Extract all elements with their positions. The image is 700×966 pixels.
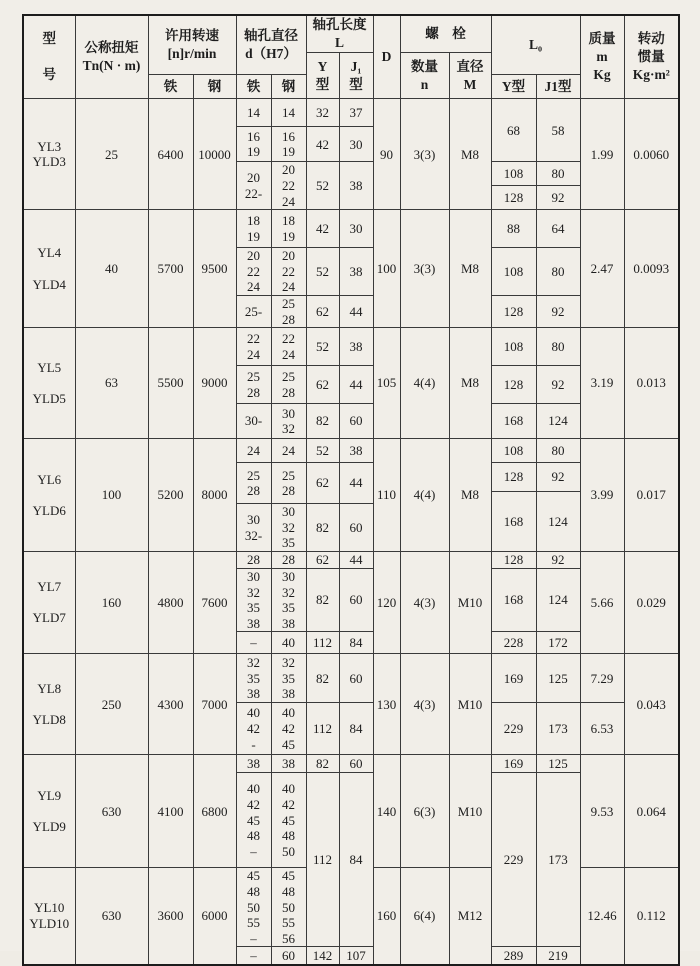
cell-L0-y: 128 [491, 366, 536, 404]
table-row [23, 439, 679, 463]
cell-L-j1: 44 [339, 551, 373, 568]
cell-d-steel: 16 19 [271, 127, 306, 162]
cell-L0-j1: 172 [536, 632, 580, 654]
cell-speed-iron: 3600 [148, 868, 193, 965]
cell-model: YL7 YLD7 [23, 551, 75, 653]
cell-d-iron: 25- [236, 296, 271, 328]
cell-L0-j1: 219 [536, 947, 580, 965]
cell-L0-y: 128 [491, 296, 536, 328]
cell-L-j1: 60 [339, 755, 373, 773]
cell-L-y: 52 [306, 248, 339, 296]
cell-L0-y: 168 [491, 404, 536, 439]
cell-d-steel: 25 28 [271, 463, 306, 504]
cell-d-steel: 18 19 [271, 210, 306, 248]
cell-L0-j1: 64 [536, 210, 580, 248]
cell-L-y: 112 [306, 773, 339, 947]
cell-speed-iron: 4800 [148, 551, 193, 653]
cell-bolt-n: 4(4) [400, 439, 449, 552]
cell-D: 105 [373, 328, 400, 439]
cell-mass: 1.99 [580, 99, 624, 210]
cell-mass: 3.99 [580, 439, 624, 552]
cell-L0-y: 168 [491, 492, 536, 552]
cell-mass: 6.53 [580, 703, 624, 755]
cell-d-steel: 32 35 38 [271, 654, 306, 703]
header-model: 型 号 [23, 15, 75, 99]
cell-inertia: 0.029 [624, 551, 679, 653]
cell-inertia: 0.0060 [624, 99, 679, 210]
cell-L0-j1: 125 [536, 755, 580, 773]
cell-d-iron: 32 35 38 [236, 654, 271, 703]
cell-d-steel: 40 42 45 [271, 703, 306, 755]
cell-torque: 100 [75, 439, 148, 552]
cell-speed-iron: 4100 [148, 755, 193, 868]
cell-L-y: 142 [306, 947, 339, 965]
cell-L-j1: 44 [339, 296, 373, 328]
cell-inertia: 0.064 [624, 755, 679, 868]
cell-L-y: 52 [306, 162, 339, 210]
cell-bolt-m: M10 [449, 551, 491, 653]
cell-L-j1: 84 [339, 773, 373, 947]
cell-d-steel: 25 28 [271, 366, 306, 404]
header-bore-steel: 钢 [271, 75, 306, 99]
cell-L-y: 82 [306, 568, 339, 631]
cell-d-iron: 40 42 - [236, 703, 271, 755]
cell-d-iron: 20 22- [236, 162, 271, 210]
cell-L-y: 52 [306, 439, 339, 463]
cell-L0-y: 108 [491, 248, 536, 296]
cell-d-steel: 20 22 24 [271, 248, 306, 296]
cell-speed-iron: 4300 [148, 654, 193, 755]
cell-L-j1: 84 [339, 703, 373, 755]
cell-inertia: 0.112 [624, 868, 679, 965]
cell-L-j1: 30 [339, 210, 373, 248]
cell-speed-steel: 9000 [193, 328, 236, 439]
table-row [23, 755, 679, 773]
header-bolt-diameter: 直径 M [449, 53, 491, 99]
cell-L-j1: 38 [339, 328, 373, 366]
cell-speed-iron: 5700 [148, 210, 193, 328]
cell-L-j1: 38 [339, 248, 373, 296]
cell-d-iron: 38 [236, 755, 271, 773]
cell-L-y: 82 [306, 654, 339, 703]
cell-speed-steel: 7600 [193, 551, 236, 653]
cell-bolt-n: 4(3) [400, 654, 449, 755]
cell-L-y: 52 [306, 328, 339, 366]
cell-d-iron: 22 24 [236, 328, 271, 366]
cell-mass: 3.19 [580, 328, 624, 439]
cell-d-iron: 40 42 45 48 – [236, 773, 271, 868]
cell-L-y: 42 [306, 210, 339, 248]
header-bore-length: 轴孔长度 L [306, 15, 373, 53]
cell-d-steel: 24 [271, 439, 306, 463]
header-L0: L₀ [491, 15, 580, 75]
cell-L0-j1: 125 [536, 654, 580, 703]
cell-d-iron: – [236, 632, 271, 654]
cell-bolt-n: 3(3) [400, 210, 449, 328]
cell-L0-j1: 124 [536, 492, 580, 552]
cell-d-steel: 40 42 45 48 50 [271, 773, 306, 868]
cell-d-steel: 20 22 24 [271, 162, 306, 210]
cell-torque: 40 [75, 210, 148, 328]
cell-L0-y: 68 [491, 99, 536, 162]
cell-L-y: 42 [306, 127, 339, 162]
table-row [23, 654, 679, 696]
cell-model: YL9 YLD9 [23, 755, 75, 868]
cell-inertia: 0.017 [624, 439, 679, 552]
cell-L-y: 82 [306, 755, 339, 773]
cell-bolt-m: M10 [449, 755, 491, 868]
cell-L-j1: 44 [339, 463, 373, 504]
cell-L0-y: 168 [491, 568, 536, 631]
cell-L-j1: 60 [339, 404, 373, 439]
cell-L0-j1: 124 [536, 404, 580, 439]
cell-bolt-m: M8 [449, 210, 491, 328]
cell-d-steel: 60 [271, 947, 306, 965]
cell-torque: 250 [75, 654, 148, 755]
cell-d-iron: 45 48 50 55 – [236, 868, 271, 947]
cell-bolt-n: 6(4) [400, 868, 449, 965]
cell-L0-j1: 92 [536, 366, 580, 404]
cell-bolt-m: M10 [449, 654, 491, 755]
cell-torque: 63 [75, 328, 148, 439]
cell-L-y: 62 [306, 463, 339, 504]
cell-L0-j1: 80 [536, 162, 580, 186]
cell-mass: 12.46 [580, 868, 624, 965]
cell-d-steel: 30 32 35 38 [271, 568, 306, 631]
cell-model: YL3 YLD3 [23, 99, 75, 210]
cell-d-steel: 30 32 [271, 404, 306, 439]
cell-L0-y: 108 [491, 328, 536, 366]
cell-L0-j1: 58 [536, 99, 580, 162]
header-inertia: 转动 惯量 Kg·m² [624, 15, 679, 99]
cell-d-steel: 38 [271, 755, 306, 773]
cell-D: 130 [373, 654, 400, 755]
cell-d-iron: 14 [236, 99, 271, 127]
cell-bolt-n: 4(4) [400, 328, 449, 439]
cell-L-y: 82 [306, 504, 339, 552]
cell-speed-steel: 10000 [193, 99, 236, 210]
cell-speed-steel: 7000 [193, 654, 236, 755]
cell-L-j1: 38 [339, 162, 373, 210]
cell-speed-steel: 8000 [193, 439, 236, 552]
cell-d-iron: 24 [236, 439, 271, 463]
cell-d-iron: 25 28 [236, 463, 271, 504]
cell-d-iron: 16 19 [236, 127, 271, 162]
cell-bolt-m: M12 [449, 868, 491, 965]
header-D: D [373, 15, 400, 99]
cell-torque: 630 [75, 755, 148, 868]
cell-L0-j1: 92 [536, 551, 580, 568]
cell-D: 100 [373, 210, 400, 328]
cell-d-iron: 30 32 35 38 [236, 568, 271, 631]
cell-d-iron: 30 32- [236, 504, 271, 552]
header-length-j1-type: J₁ 型 [339, 53, 373, 99]
cell-D: 110 [373, 439, 400, 552]
cell-L0-j1: 92 [536, 186, 580, 210]
cell-d-iron: 20 22 24 [236, 248, 271, 296]
cell-L-j1: 60 [339, 568, 373, 631]
cell-L-y: 82 [306, 404, 339, 439]
cell-L-y: 112 [306, 632, 339, 654]
header-torque: 公称扭矩 Tn(N · m) [75, 15, 148, 99]
header-L0-y-type: Y型 [491, 75, 536, 99]
cell-L0-y: 128 [491, 463, 536, 492]
cell-L0-y: 228 [491, 632, 536, 654]
cell-bolt-m: M8 [449, 99, 491, 210]
cell-bolt-m: M8 [449, 328, 491, 439]
cell-speed-iron: 5500 [148, 328, 193, 439]
cell-D: 140 [373, 755, 400, 868]
cell-L0-j1: 124 [536, 568, 580, 631]
cell-mass: 9.53 [580, 755, 624, 868]
cell-L0-j1: 80 [536, 439, 580, 463]
cell-d-iron: – [236, 947, 271, 965]
cell-L0-j1: 92 [536, 463, 580, 492]
cell-d-iron: 30- [236, 404, 271, 439]
header-speed-steel: 钢 [193, 75, 236, 99]
cell-model: YL5 YLD5 [23, 328, 75, 439]
cell-mass: 7.29 [580, 654, 624, 703]
cell-d-steel: 45 48 50 55 56 [271, 868, 306, 947]
cell-L0-j1: 80 [536, 328, 580, 366]
cell-d-iron: 28 [236, 551, 271, 568]
cell-model: YL6 YLD6 [23, 439, 75, 552]
cell-L-j1: 30 [339, 127, 373, 162]
cell-L0-y: 289 [491, 947, 536, 965]
cell-L-j1: 37 [339, 99, 373, 127]
cell-d-steel: 40 [271, 632, 306, 654]
cell-L-j1: 60 [339, 504, 373, 552]
cell-L0-y: 88 [491, 210, 536, 248]
header-length-y-type: Y 型 [306, 53, 339, 99]
cell-d-steel: 22 24 [271, 328, 306, 366]
header-L0-j1-type: J1型 [536, 75, 580, 99]
table-header [23, 15, 679, 99]
header-bolt-quantity: 数量 n [400, 53, 449, 99]
cell-L0-y: 169 [491, 755, 536, 773]
cell-speed-steel: 9500 [193, 210, 236, 328]
cell-L0-y: 108 [491, 162, 536, 186]
cell-L-y: 62 [306, 551, 339, 568]
cell-model: YL4 YLD4 [23, 210, 75, 328]
cell-d-steel: 14 [271, 99, 306, 127]
cell-L0-y: 128 [491, 186, 536, 210]
cell-D: 120 [373, 551, 400, 653]
cell-speed-steel: 6800 [193, 755, 236, 868]
cell-L-j1: 38 [339, 439, 373, 463]
cell-bolt-n: 4(3) [400, 551, 449, 653]
cell-speed-iron: 6400 [148, 99, 193, 210]
cell-d-steel: 25 28 [271, 296, 306, 328]
header-speed: 许用转速 [n]r/min [148, 15, 236, 75]
cell-L0-j1: 173 [536, 773, 580, 947]
cell-L0-j1: 80 [536, 248, 580, 296]
table-row [23, 99, 679, 127]
cell-L-y: 62 [306, 296, 339, 328]
cell-bolt-n: 6(3) [400, 755, 449, 868]
cell-d-iron: 25 28 [236, 366, 271, 404]
cell-d-steel: 30 32 35 [271, 504, 306, 552]
cell-L-y: 32 [306, 99, 339, 127]
cell-L-j1: 107 [339, 947, 373, 965]
cell-L0-j1: 92 [536, 296, 580, 328]
cell-bolt-m: M8 [449, 439, 491, 552]
header-bore-diameter: 轴孔直径 d（H7） [236, 15, 306, 75]
cell-speed-steel: 6000 [193, 868, 236, 965]
cell-L-j1: 84 [339, 632, 373, 654]
cell-L-j1: 60 [339, 654, 373, 703]
cell-torque: 25 [75, 99, 148, 210]
cell-inertia: 0.013 [624, 328, 679, 439]
cell-model: YL8 YLD8 [23, 654, 75, 755]
table-row [23, 328, 679, 366]
cell-inertia: 0.0093 [624, 210, 679, 328]
cell-L-y: 112 [306, 703, 339, 755]
cell-torque: 630 [75, 868, 148, 965]
cell-bolt-n: 3(3) [400, 99, 449, 210]
table-row [23, 210, 679, 248]
cell-mass: 5.66 [580, 551, 624, 653]
cell-mass: 2.47 [580, 210, 624, 328]
cell-L0-j1: 173 [536, 703, 580, 755]
cell-D: 160 [373, 868, 400, 965]
cell-L0-y: 128 [491, 551, 536, 568]
cell-D: 90 [373, 99, 400, 210]
cell-L0-y: 169 [491, 654, 536, 703]
cell-inertia: 0.043 [624, 654, 679, 755]
cell-L0-y: 108 [491, 439, 536, 463]
cell-torque: 160 [75, 551, 148, 653]
table-body [23, 99, 679, 965]
header-speed-iron: 铁 [148, 75, 193, 99]
cell-L-j1: 44 [339, 366, 373, 404]
cell-model: YL10 YLD10 [23, 868, 75, 965]
table-row [23, 551, 679, 568]
header-mass: 质量 m Kg [580, 15, 624, 99]
header-bolt: 螺 栓 [400, 15, 491, 53]
coupling-spec-table [22, 14, 680, 966]
cell-L0-y: 229 [491, 703, 536, 755]
cell-L-y: 62 [306, 366, 339, 404]
cell-L0-y: 229 [491, 773, 536, 947]
header-bore-iron: 铁 [236, 75, 271, 99]
cell-d-steel: 28 [271, 551, 306, 568]
cell-d-iron: 18 19 [236, 210, 271, 248]
cell-speed-iron: 5200 [148, 439, 193, 552]
